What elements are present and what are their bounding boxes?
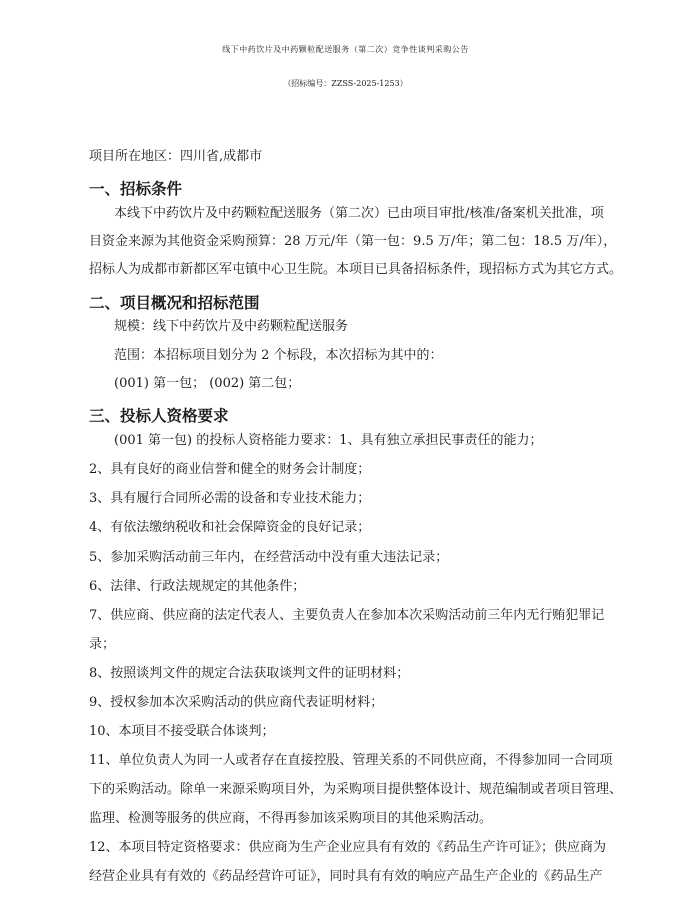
section-heading-tender-conditions: 一、招标条件 [89, 180, 183, 198]
package-list: (001) 第一包； (002) 第二包； [114, 376, 301, 391]
qualification-line: 监理、检测等服务的供应商，不得再参加该采购项目的其他采购活动。 [89, 811, 493, 826]
paragraph-line: 目资金来源为其他资金采购预算：28 万元/年（第一包：9.5 万/年；第二包：18.5 万/年）， [89, 234, 617, 249]
qualification-line: 6、法律、行政法规规定的其他条件； [89, 579, 306, 594]
qualification-line: 10、本项目不接受联合体谈判； [89, 724, 275, 739]
qualification-line: 3、具有履行合同所必需的设备和专业技术能力； [89, 491, 371, 506]
project-location: 项目所在地区：四川省,成都市 [89, 149, 263, 164]
qualification-line: 7、供应商、供应商的法定代表人、主要负责人在参加本次采购活动前三年内无行贿犯罪记 [89, 608, 605, 623]
document-title: 线下中药饮片及中药颗粒配送服务（第二次）竞争性谈判采购公告 [222, 45, 469, 54]
qualification-line: 经营企业具有有效的《药品经营许可证》，同时具有有效的响应产品生产企业的《药品生产 [89, 869, 603, 884]
tender-number: （招标编号：ZZSS-2025-1253） [283, 79, 408, 88]
qualification-line: 8、按照谈判文件的规定合法获取谈判文件的证明材料； [89, 666, 410, 681]
paragraph-line: 本线下中药饮片及中药颗粒配送服务（第二次）已由项目审批/核准/备案机关批准，项 [114, 206, 604, 221]
qualification-line: 2、具有良好的商业信誉和健全的财务会计制度； [89, 462, 371, 477]
project-scale: 规模：线下中药饮片及中药颗粒配送服务 [114, 319, 349, 334]
qualification-line: 5、参加采购活动前三年内，在经营活动中没有重大违法记录； [89, 550, 449, 565]
project-range: 范围：本招标项目划分为 2 个标段，本次招标为其中的： [114, 348, 443, 363]
section-heading-project-overview: 二、项目概况和招标范围 [89, 294, 260, 312]
paragraph-line: 招标人为成都市新都区军屯镇中心卫生院。本项目已具备招标条件，现招标方式为其它方式。 [89, 262, 623, 277]
qualification-line: 11、单位负责人为同一人或者存在直接控股、管理关系的不同供应商，不得参加同一合同项 [89, 753, 613, 768]
qualification-line: 录； [89, 637, 116, 652]
qualification-line: (001 第一包) 的投标人资格能力要求：1、具有独立承担民事责任的能力； [114, 433, 543, 448]
qualification-line: 4、有依法缴纳税收和社会保障资金的良好记录； [89, 520, 371, 535]
qualification-line: 12、本项目特定资格要求：供应商为生产企业应具有有效的《药品生产许可证》；供应商为 [89, 840, 607, 855]
section-heading-bidder-qualifications: 三、投标人资格要求 [89, 407, 229, 425]
qualification-line: 下的采购活动。除单一来源采购项目外，为采购项目提供整体设计、规范编制或者项目管理、 [89, 782, 623, 797]
qualification-line: 9、授权参加本次采购活动的供应商代表证明材料； [89, 695, 384, 710]
